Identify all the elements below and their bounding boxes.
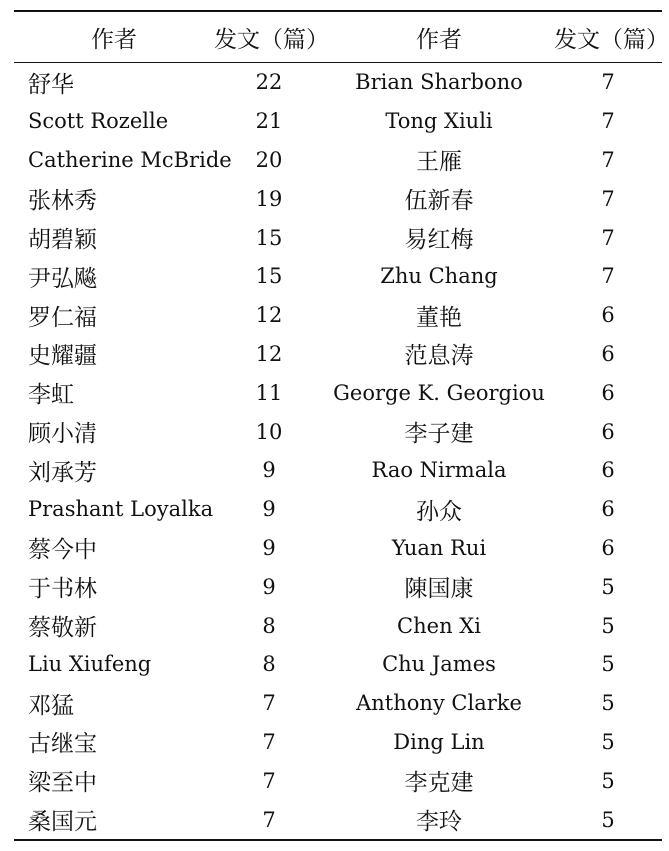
count-left-cell: 12 bbox=[255, 303, 283, 328]
count-left-cell: 12 bbox=[255, 341, 283, 366]
count-right-cell: 6 bbox=[601, 341, 615, 366]
count-right-cell: 7 bbox=[601, 147, 615, 172]
count-right-cell: 7 bbox=[601, 264, 615, 289]
count-right-cell: 6 bbox=[601, 419, 615, 444]
table-row bbox=[14, 257, 662, 296]
author-right-cell: 董艳 bbox=[416, 304, 462, 331]
table-row bbox=[14, 529, 662, 568]
table-row bbox=[14, 179, 662, 218]
count-left-cell: 7 bbox=[262, 729, 276, 754]
count-right-cell: 6 bbox=[601, 303, 615, 328]
author-right-cell: 范息涛 bbox=[404, 343, 474, 370]
author-right-cell: Brian Sharbono bbox=[355, 70, 523, 95]
author-left-cell: Scott Rozelle bbox=[28, 109, 169, 134]
author-right-cell: Chen Xi bbox=[397, 613, 481, 638]
author-left-cell: 罗仁福 bbox=[28, 304, 97, 331]
author-left-cell: 张林秀 bbox=[28, 188, 97, 215]
count-right-cell: 5 bbox=[601, 729, 615, 754]
author-right-cell: 李克建 bbox=[404, 770, 474, 797]
author-left-cell: 史耀疆 bbox=[28, 343, 97, 370]
table-body bbox=[14, 63, 662, 840]
author-left-cell: Prashant Loyalka bbox=[28, 497, 214, 522]
count-right-cell: 5 bbox=[601, 574, 615, 599]
table-row bbox=[14, 567, 662, 606]
author-right-cell: 易红梅 bbox=[404, 227, 474, 254]
count-left-cell: 10 bbox=[255, 419, 283, 444]
table-row bbox=[14, 218, 662, 257]
author-left-cell: 梁至中 bbox=[28, 770, 97, 797]
table-row bbox=[14, 412, 662, 451]
header-count-left: 发文（篇） bbox=[214, 26, 329, 53]
author-right-cell: Chu James bbox=[382, 652, 496, 677]
table-row bbox=[14, 606, 662, 645]
table-row bbox=[14, 645, 662, 684]
author-right-cell: 李玲 bbox=[416, 809, 462, 836]
table-row bbox=[14, 141, 662, 180]
author-left-cell: 古继宝 bbox=[28, 731, 97, 758]
author-left-cell: Catherine McBride bbox=[28, 147, 232, 172]
count-left-cell: 15 bbox=[255, 225, 283, 250]
count-right-cell: 6 bbox=[601, 458, 615, 483]
count-right-cell: 5 bbox=[601, 768, 615, 793]
table-row bbox=[14, 684, 662, 723]
author-right-cell: 李子建 bbox=[404, 421, 474, 448]
count-left-cell: 15 bbox=[255, 264, 283, 289]
author-left-cell: 蔡今中 bbox=[28, 537, 97, 564]
table-row bbox=[14, 296, 662, 335]
count-right-cell: 5 bbox=[601, 691, 615, 716]
author-right-cell: 陳国康 bbox=[404, 576, 474, 603]
count-right-cell: 5 bbox=[601, 613, 615, 638]
author-left-cell: 舒华 bbox=[28, 71, 74, 98]
table-row bbox=[14, 63, 662, 102]
author-right-cell: 王雁 bbox=[416, 149, 462, 176]
author-left-cell: 胡碧颖 bbox=[28, 227, 97, 254]
count-left-cell: 7 bbox=[262, 807, 276, 832]
count-right-cell: 5 bbox=[601, 652, 615, 677]
count-left-cell: 9 bbox=[262, 458, 276, 483]
table-row bbox=[14, 800, 662, 840]
table-row bbox=[14, 451, 662, 490]
header-count-right: 发文（篇） bbox=[554, 26, 669, 53]
count-right-cell: 6 bbox=[601, 535, 615, 560]
count-left-cell: 9 bbox=[262, 574, 276, 599]
author-right-cell: 伍新春 bbox=[404, 188, 474, 215]
count-left-cell: 9 bbox=[262, 497, 276, 522]
header-author-right: 作者 bbox=[416, 26, 462, 53]
header-author-left: 作者 bbox=[91, 26, 137, 53]
author-publication-table-container bbox=[14, 10, 669, 841]
count-right-cell: 5 bbox=[601, 807, 615, 832]
table-row bbox=[14, 335, 662, 374]
table-row bbox=[14, 761, 662, 800]
author-left-cell: 李虹 bbox=[28, 382, 74, 409]
author-right-cell: George K. Georgiou bbox=[333, 380, 545, 405]
table-row bbox=[14, 723, 662, 762]
count-left-cell: 21 bbox=[255, 109, 283, 134]
table-row bbox=[14, 102, 662, 141]
count-left-cell: 19 bbox=[255, 186, 283, 211]
header-row bbox=[14, 11, 662, 63]
author-left-cell: 刘承芳 bbox=[28, 459, 97, 486]
author-right-cell: Rao Nirmala bbox=[371, 458, 507, 483]
table-row bbox=[14, 490, 662, 529]
table-header bbox=[14, 11, 669, 63]
count-right-cell: 7 bbox=[601, 70, 615, 95]
author-publication-table bbox=[14, 10, 669, 841]
count-right-cell: 7 bbox=[601, 109, 615, 134]
count-right-cell: 7 bbox=[601, 225, 615, 250]
count-left-cell: 7 bbox=[262, 691, 276, 716]
author-left-cell: 尹弘飚 bbox=[28, 265, 97, 292]
count-right-cell: 6 bbox=[601, 380, 615, 405]
author-right-cell: Tong Xiuli bbox=[385, 109, 493, 134]
author-right-cell: Ding Lin bbox=[393, 729, 485, 754]
count-left-cell: 20 bbox=[255, 147, 283, 172]
count-left-cell: 8 bbox=[262, 613, 276, 638]
author-right-cell: 孙众 bbox=[416, 498, 462, 525]
author-left-cell: 于书林 bbox=[28, 576, 97, 603]
author-left-cell: 蔡敬新 bbox=[28, 615, 97, 642]
count-right-cell: 7 bbox=[601, 186, 615, 211]
count-left-cell: 9 bbox=[262, 535, 276, 560]
author-right-cell: Anthony Clarke bbox=[356, 691, 522, 716]
count-left-cell: 11 bbox=[255, 380, 283, 405]
author-left-cell: 顾小清 bbox=[28, 421, 97, 448]
author-left-cell: Liu Xiufeng bbox=[28, 652, 152, 677]
count-left-cell: 8 bbox=[262, 652, 276, 677]
author-right-cell: Yuan Rui bbox=[391, 535, 487, 560]
table-row bbox=[14, 373, 662, 412]
author-left-cell: 邓猛 bbox=[28, 692, 74, 719]
author-left-cell: 桑国元 bbox=[28, 809, 97, 836]
count-left-cell: 22 bbox=[255, 70, 283, 95]
count-left-cell: 7 bbox=[262, 768, 276, 793]
author-right-cell: Zhu Chang bbox=[380, 264, 498, 289]
count-right-cell: 6 bbox=[601, 497, 615, 522]
